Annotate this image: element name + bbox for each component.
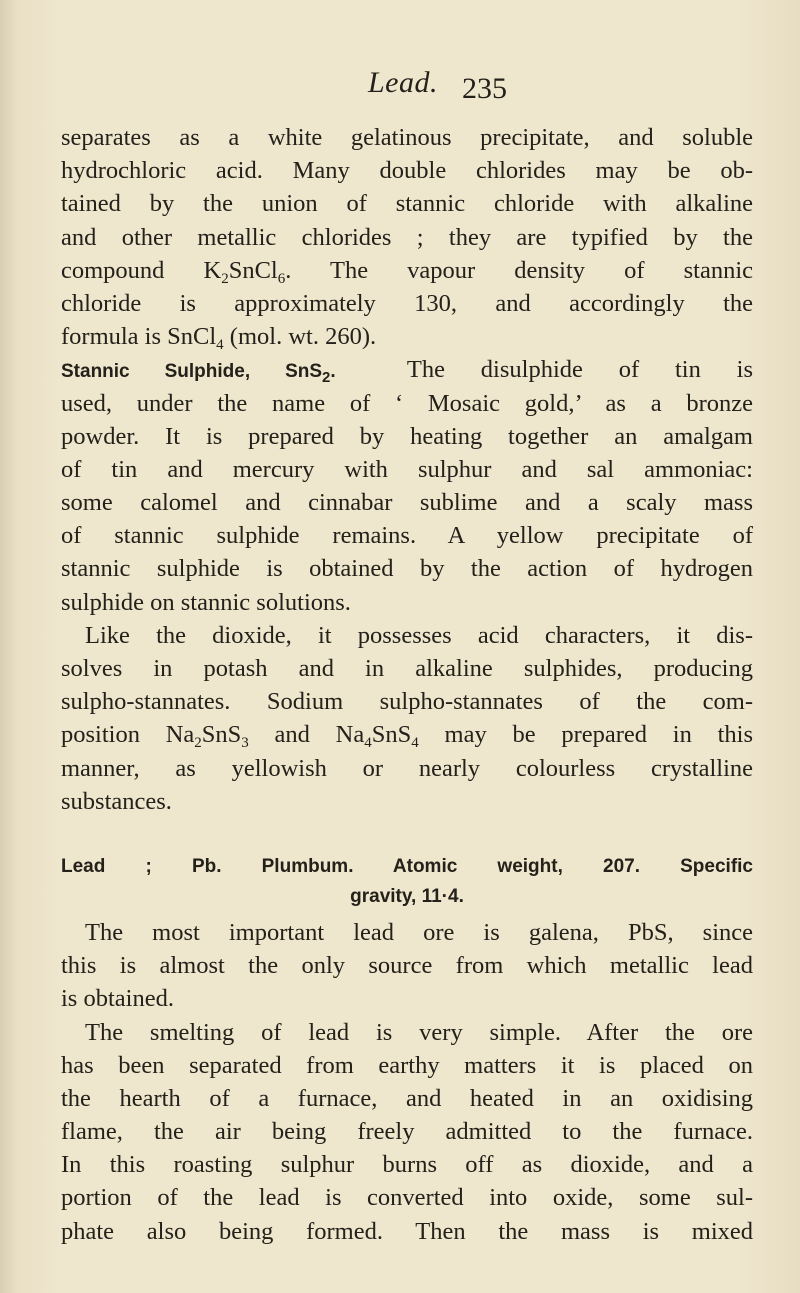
running-title: Lead. bbox=[368, 66, 438, 99]
text-line: and other metallic chlorides ; they are typified by the bbox=[61, 223, 753, 251]
text-line: has been separated from earthy matters it is placed on bbox=[61, 1051, 753, 1079]
spacer bbox=[61, 818, 753, 852]
text-line: of stannic sulphide remains. A yellow precipitate of bbox=[61, 522, 753, 550]
text-line: position $Na_2SnS_3$ and $Na_4SnS_4$ may be prepared in this bbox=[61, 721, 753, 752]
text-line: In this roasting sulphur burns off as dioxide, and a bbox=[61, 1151, 753, 1179]
text-line: Like the dioxide, it possesses acid characters, it dis- bbox=[85, 621, 753, 649]
text-line: phate also being formed. Then the mass is mixed bbox=[61, 1217, 753, 1245]
text-line: some calomel and cinnabar sublime and a scaly mass bbox=[61, 489, 753, 517]
text-line: substances. bbox=[61, 787, 172, 815]
body-text bbox=[61, 121, 753, 1248]
page-header bbox=[0, 66, 800, 106]
text-line: formula is SnCl$_4$ (mol. wt. 260). bbox=[61, 323, 377, 354]
text-line: of tin and mercury with sulphur and sal ammoniac: bbox=[61, 455, 753, 483]
text-line: is obtained. bbox=[61, 985, 174, 1013]
text-line: sulpho-stannates. Sodium sulpho-stannates of the com- bbox=[61, 688, 753, 716]
text-line: flame, the air being freely admitted to the furnace. bbox=[61, 1118, 753, 1146]
text-line: the hearth of a furnace, and heated in an oxidising bbox=[61, 1084, 753, 1112]
text-line: The smelting of lead is very simple. After the ore bbox=[85, 1018, 753, 1046]
text-line: Stannic Sulphide, SnS$_2$. The disulphide of tin is bbox=[61, 356, 753, 387]
section-heading-lead-continued: gravity, 11·4. bbox=[350, 885, 464, 907]
text-line: tained by the union of stannic chloride with alkaline bbox=[61, 190, 753, 218]
section-heading-stannic-sulphide: Stannic Sulphide, SnS$_2$. bbox=[61, 361, 336, 387]
text-line: powder. It is prepared by heating together an amalgam bbox=[61, 422, 753, 450]
text-line: manner, as yellowish or nearly colourless crystalline bbox=[61, 754, 753, 782]
text-line: The most important lead ore is galena, PbS, since bbox=[85, 918, 753, 946]
text-line: sulphide on stannic solutions. bbox=[61, 588, 351, 616]
text-line: chloride is approximately 130, and accordingly the bbox=[61, 289, 753, 317]
section-heading-lead: Lead ; Pb. Plumbum. Atomic weight, 207. Specific bbox=[61, 855, 753, 877]
text-line: portion of the lead is converted into oxide, some sul- bbox=[61, 1184, 753, 1212]
text-line: compound $K_2SnCl_6$. The vapour density of stannic bbox=[61, 256, 753, 287]
text-line: used, under the name of ‘ Mosaic gold,’ as a bronze bbox=[61, 389, 753, 417]
page-number: 235 bbox=[462, 72, 507, 105]
text-line: stannic sulphide is obtained by the action of hydrogen bbox=[61, 555, 753, 583]
text-line: this is almost the only source from which metallic lead bbox=[61, 952, 753, 980]
text-line: separates as a white gelatinous precipitate, and soluble bbox=[61, 124, 753, 151]
text-line: solves in potash and in alkaline sulphides, producing bbox=[61, 655, 753, 682]
text-line: hydrochloric acid. Many double chlorides may be ob- bbox=[61, 157, 753, 185]
